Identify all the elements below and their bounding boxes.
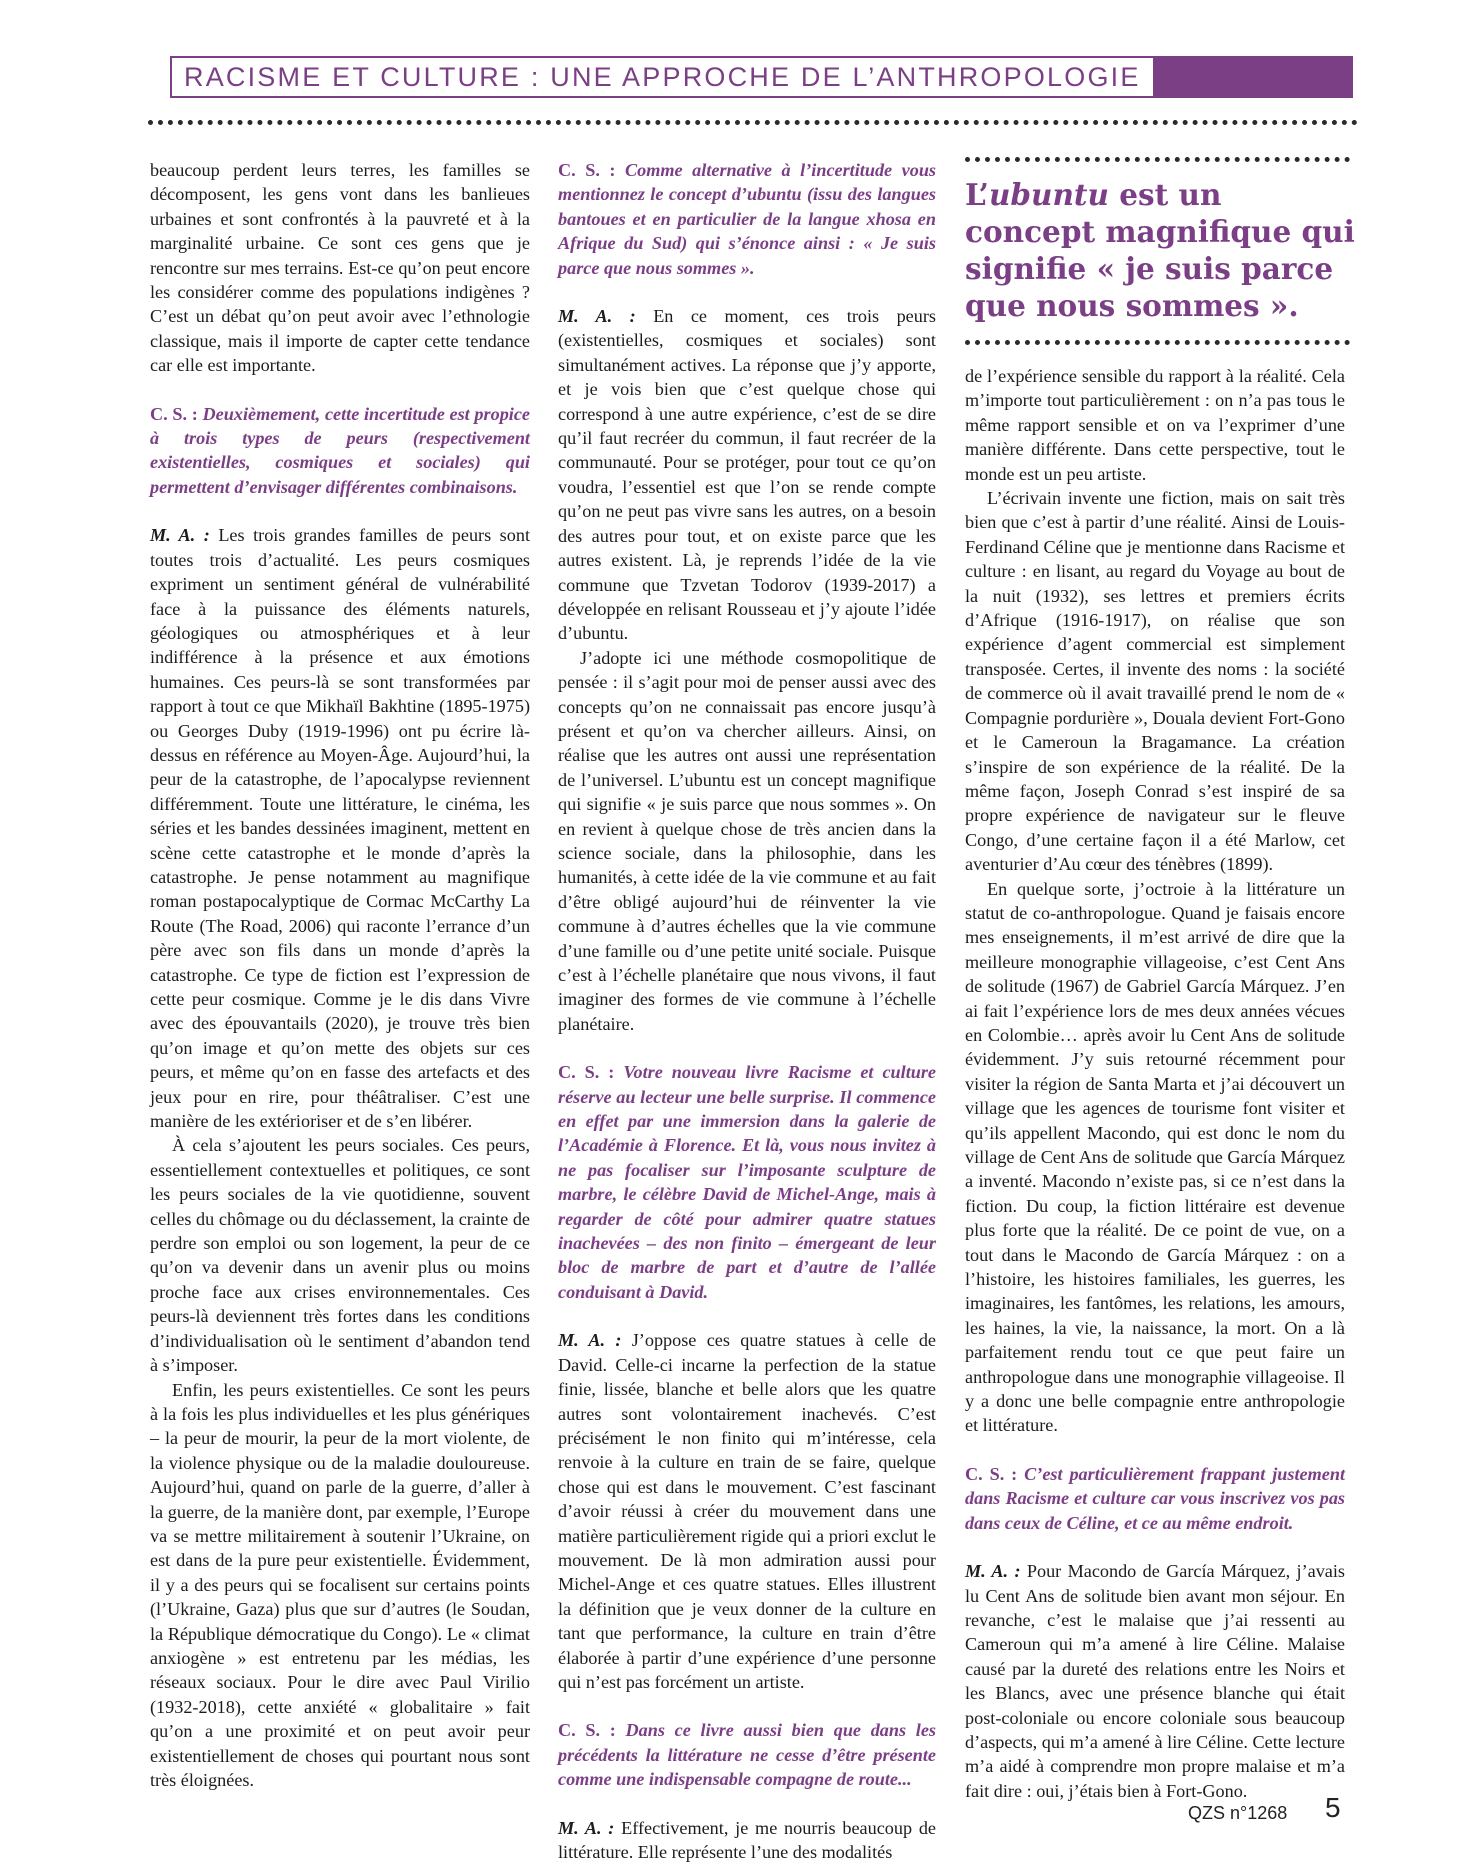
pull-quote-term: ubuntu <box>988 177 1109 212</box>
speaker-label: M. A. : <box>558 1817 615 1838</box>
paragraph-text: J’oppose ces quatre statues à celle de David. Celle-ci incarne la perfection de la statue finie, lissée, blanche et belle alors que les quatre autres sont volontairement inachevés. C’est précisément le non finito qui m’intéresse, cela renvoie à la culture en train de se faire, quelque chose qui est dans le mouvement. C’est fascinant d’avoir réussi à créer du mouvement dans une matière particulièrement rigide qui a priori exclut le mouvement. De là mon admiration aussi pour Michel-Ange et ces quatre statues. Elles illustrent la définition que je veux donner de la culture en tant que performance, la culture en train d’être élaborée à partir d’une expérience d’une personne qui n’est pas forcément un artiste. <box>558 1330 936 1692</box>
speaker-label: M. A. : <box>965 1561 1021 1582</box>
body-paragraph <box>965 486 1345 877</box>
header-bar <box>170 56 1353 98</box>
paragraph-text: Dans ce livre aussi bien que dans les précédents la littérature ne cesse d’être présente comme une indispensable compagne de route... <box>558 1720 937 1790</box>
paragraph-gap <box>558 1792 936 1816</box>
body-paragraph <box>150 1133 530 1377</box>
paragraph-text: En ce moment, ces trois peurs (existentielles, cosmiques et sociales) sont simultanément actives. La réponse que j’y apporte, et je vois bien que c’est quelque chose qui correspond à une autre expérience, c’est de se dire qu’il faut recréer du commun, il faut recréer de la communauté. Pour se protéger, pour tout ce qu’on voudra, l’essentiel est que l’on se rende compte qu’on ne peut pas vivre sans les autres, on a besoin des autres pour tout, et on existe parce que les autres existent. Là, je reprends l’idée de la vie commune que Tzvetan Todorov (1939-2017) a développée en relisant Rousseau et j’y ajoute l’idée d’ubuntu. <box>558 306 936 644</box>
body-paragraph <box>558 646 936 1037</box>
paragraph-text: beaucoup perdent leurs terres, les familles se décomposent, les gens vont dans les banlieues urbaines et sont confrontés à la pauvreté et à la marginalité urbaine. Ce sont ces gens que je rencontre sur mes terrains. Est-ce qu’on peut encore les considérer comme des populations indigènes ? C’est un débat qu’on peut avoir avec l’ethnologie classique, mais il importe de capter cette tendance car elle est importante. <box>150 160 530 376</box>
paragraph-text: Votre nouveau livre Racisme et culture réserve au lecteur une belle surprise. Il commence en effet par une immersion dans la galerie de l’Académie à Florence. Et là, vous nous invitez à ne pas focaliser sur l’imposante sculpture de marbre, le célèbre David de Michel-Ange, mais à regarder de côté pour admirer quatre statues inachevées – des non finito – émergeant de leur bloc de marbre de part et d’autre de l’allée conduisant à David. <box>558 1062 937 1302</box>
column-3 <box>965 364 1345 1803</box>
body-paragraph <box>965 877 1345 1438</box>
speaker-label: C. S. : <box>558 1062 615 1083</box>
pullquote-dotted-rule <box>965 157 1350 162</box>
paragraph-gap <box>150 378 530 402</box>
magazine-issue: QZS n°1268 <box>1188 1803 1288 1823</box>
page-number: 5 <box>1325 1792 1341 1823</box>
paragraph-text: Pour Macondo de García Márquez, j’avais lu Cent Ans de solitude bien avant mon séjour. En revanche, c’est le malaise que j’ai ressenti au Cameroun qui m’a amené à lire Céline. Malaise causé par la dureté des relations entre les Noirs et les Blancs, avec une présence blanche qui était post-coloniale ou encore coloniale sous beaucoup d’aspects, qui m’a amené à lire Céline. Cette lecture m’a aidé à comprendre mon propre malaise et m’a fait dire : oui, j’étais bien à Fort-Gono. <box>965 1561 1345 1801</box>
paragraph-text: Deuxièmement, cette incertitude est propice à trois types de peurs (respectivement existentielles, cosmiques et sociales) qui permettent d’envisager différentes combinaisons. <box>150 403 530 497</box>
column-1 <box>150 158 530 1792</box>
paragraph-gap <box>558 1694 936 1718</box>
pull-quote-prefix: L’ <box>965 177 989 212</box>
paragraph-gap <box>558 1036 936 1060</box>
paragraph-text: C’est particulièrement frappant justement dans Racisme et culture car vous inscrivez vos pas dans ceux de Céline, et ce au même endroit. <box>965 1463 1345 1533</box>
speaker-label: C. S. : <box>558 1720 616 1741</box>
paragraph-text: À cela s’ajoutent les peurs sociales. Ces peurs, essentiellement contextuelles et politiques, ce sont les peurs sociales de la vie quotidienne, souvent celles du chômage ou du déclassement, la crainte de perdre son emploi ou son logement, la peur de ce qu’on va devenir dans un avenir plus ou moins proche face aux crises environnementales. Ces peurs-là deviennent très fortes dans les conditions d’individualisation où le sentiment d’abandon tend à s’imposer. <box>150 1135 530 1376</box>
pull-quote <box>965 176 1355 324</box>
paragraph-gap <box>150 499 530 523</box>
header-dotted-rule <box>148 120 1358 125</box>
paragraph-text: de l’expérience sensible du rapport à la réalité. Cela m’importe tout particulièrement : on n’a pas tous le même rapport sensible et on va l’exprimer d’une manière différente. Dans cette perspective, tout le monde est un peu artiste. <box>965 366 1345 484</box>
paragraph-text: Comme alternative à l’incertitude vous mentionnez le concept d’ubuntu (issu des langues bantoues et en particulier de la langue xhosa en Afrique du Sud) qui s’énonce ainsi : « Je suis parce que nous sommes ». <box>558 160 937 278</box>
speaker-label: C. S. : <box>965 1463 1018 1484</box>
pull-quote-text: est un concept magnifique qui signifie « je suis parce que nous sommes ». <box>965 177 1355 323</box>
paragraph-text: Enfin, les peurs existentielles. Ce sont les peurs à la fois les plus individuelles et les plus génériques – la peur de mourir, la peur de la mort violente, de la violence physique ou de la maladie douloureuse. Aujourd’hui, quand on parle de la guerre, d’aller à la guerre, de la manière dont, par exemple, l’Europe va se mettre militairement à soutenir l’Ukraine, on est dans de la pure peur existentielle. Évidemment, il y a des peurs qui se focalisent sur certains points (l’Ukraine, Gaza) plus que sur d’autres (le Soudan, la République démocratique du Congo). Le « climat anxiogène » est entretenu par les médias, les réseaux sociaux. Pour le dire avec Paul Virilio (1932-2018), cette anxiété « globalitaire » fait qu’on a une proximité et on peut avoir peur existentiellement de choses qui pourtant nous sont très éloignées. <box>150 1379 530 1790</box>
paragraph-gap <box>965 1438 1345 1462</box>
answer-paragraph <box>558 1328 936 1694</box>
body-paragraph <box>150 1378 530 1793</box>
question-paragraph <box>558 1718 936 1791</box>
paragraph-text: L’écrivain invente une fiction, mais on sait très bien que c’est à partir d’une réalité. Ainsi de Louis-Ferdinand Céline que je mentionne dans Racisme et culture : en lisant, au regard du Voyage au bout de la nuit (1932), ses lettres et premiers écrits d’Afrique (1916-1917), on réalise que son expérience d’agent commercial est simplement transposée. Certes, il invente des noms : la société de commerce où il avait travaillé prend le nom de « Compagnie pordurière », Douala devient Fort-Gono et le Cameroun la Bragamance. La création s’inspire de son expérience de la réalité. De la même façon, Joseph Conrad s’est inspiré de sa propre expérience de navigateur sur le fleuve Congo, d’une certaine façon il a été Marlow, cet aventurier d’Au cœur des ténèbres (1899). <box>965 488 1345 875</box>
pullquote-bottom-dotted-rule <box>965 340 1350 345</box>
speaker-label: M. A. : <box>558 306 636 327</box>
question-paragraph <box>965 1462 1345 1535</box>
answer-paragraph <box>558 1816 936 1865</box>
body-paragraph <box>965 364 1345 486</box>
question-paragraph <box>558 158 936 280</box>
paragraph-gap <box>965 1535 1345 1559</box>
header-accent-block <box>1153 58 1351 96</box>
answer-paragraph <box>150 523 530 1133</box>
column-2 <box>558 158 936 1864</box>
speaker-label: C. S. : <box>150 403 198 424</box>
paragraph-gap <box>558 1304 936 1328</box>
paragraph-text: Effectivement, je me nourris beaucoup de littérature. Elle représente l’une des modalités <box>558 1817 937 1862</box>
paragraph-text: J’adopte ici une méthode cosmopolitique de pensée : il s’agit pour moi de penser aussi avec des concepts qu’on ne connaissait pas encore jusqu’à présent et qu’on va chercher ailleurs. Ainsi, on réalise que les autres ont aussi une représentation de l’universel. L’ubuntu est un concept magnifique qui signifie « je suis parce que nous sommes ». On en revient à quelque chose de très ancien dans la science sociale, dans la philosophie, dans les humanités, à cette idée de la vie commune et au fait d’être obligé aujourd’hui de réinventer la vie commune à d’autres échelles que la vie commune d’une famille ou d’une petite unité sociale. Puisque c’est à l’échelle planétaire que nous vivons, il faut imaginer des formes de vie commune à l’échelle planétaire. <box>558 647 936 1034</box>
paragraph-text: Les trois grandes familles de peurs sont toutes trois d’actualité. Les peurs cosmiques expriment un sentiment général de vulnérabilité face à la puissance des éléments naturels, géologiques ou atmosphériques et à leur indifférence à la présence et aux émotions humaines. Ces peurs-là se sont transformées par rapport à tout ce que Mikhaïl Bakhtine (1895-1975) ou Georges Duby (1919-1996) ont pu écrire là-dessus en référence au Moyen-Âge. Aujourd’hui, la peur de la catastrophe, de l’apocalypse reviennent différemment. Toute une littérature, le cinéma, les séries et les bandes dessinées imaginent, mettent en scène cette catastrophe et le monde d’après la catastrophe. Je pense notamment au magnifique roman postapocalyptique de Cormac McCarthy La Route (The Road, 2006) qui raconte l’errance d’un père avec son fils dans un monde d’après la catastrophe. Ce type de fiction est l’expression de cette peur cosmique. Comme je le dis dans Vivre avec des épouvantails (2020), je trouve très bien qu’on image et qu’on mette des objets sur ces peurs, et même qu’on en fasse des artefacts et des jeux pour en rire, pour théâtraliser. C’est une manière de les extérioriser et de s’en libérer. <box>150 525 531 1132</box>
speaker-label: M. A. : <box>558 1330 622 1351</box>
header-title: RACISME ET CULTURE : UNE APPROCHE DE L’ANTHROPOLOGIE <box>184 62 1141 92</box>
paragraph-gap <box>558 280 936 304</box>
speaker-label: M. A. : <box>150 525 210 546</box>
question-paragraph <box>150 402 530 500</box>
body-paragraph <box>150 158 530 378</box>
answer-paragraph <box>965 1559 1345 1803</box>
speaker-label: C. S. : <box>558 160 616 180</box>
answer-paragraph <box>558 304 936 646</box>
paragraph-text: En quelque sorte, j’octroie à la littérature un statut de co-anthropologue. Quand je faisais encore mes enseignements, il m’est arrivé de dire que la meilleure monographie villageoise, c’est Cent Ans de solitude (1967) de Gabriel García Márquez. J’en ai fait l’expérience lors de mes deux années vécues en Colombie… après avoir lu Cent Ans de solitude évidemment. J’y suis retourné récemment pour visiter la région de Santa Marta et j’ai découvert un village que les agences de tourisme font visiter et qu’ils appellent Macondo, qui est donc le nom du village de Cent Ans de solitude que García Márquez a inventé. Macondo n’existe pas, si ce n’est dans la fiction. Du coup, la fiction littéraire est devenue plus forte que la réalité. De ce point de vue, on a tout dans le Macondo de García Márquez : on a l’histoire, les histoires familiales, les guerres, les imaginaires, les fantômes, les relations, les amours, les haines, la vie, la naissance, la mort. On a là parfaitement rendu tout ce que peut faire un anthropologue dans une monographie villageoise. Il y a donc une belle compagnie entre anthropologie et littérature. <box>965 878 1345 1436</box>
question-paragraph <box>558 1060 936 1304</box>
